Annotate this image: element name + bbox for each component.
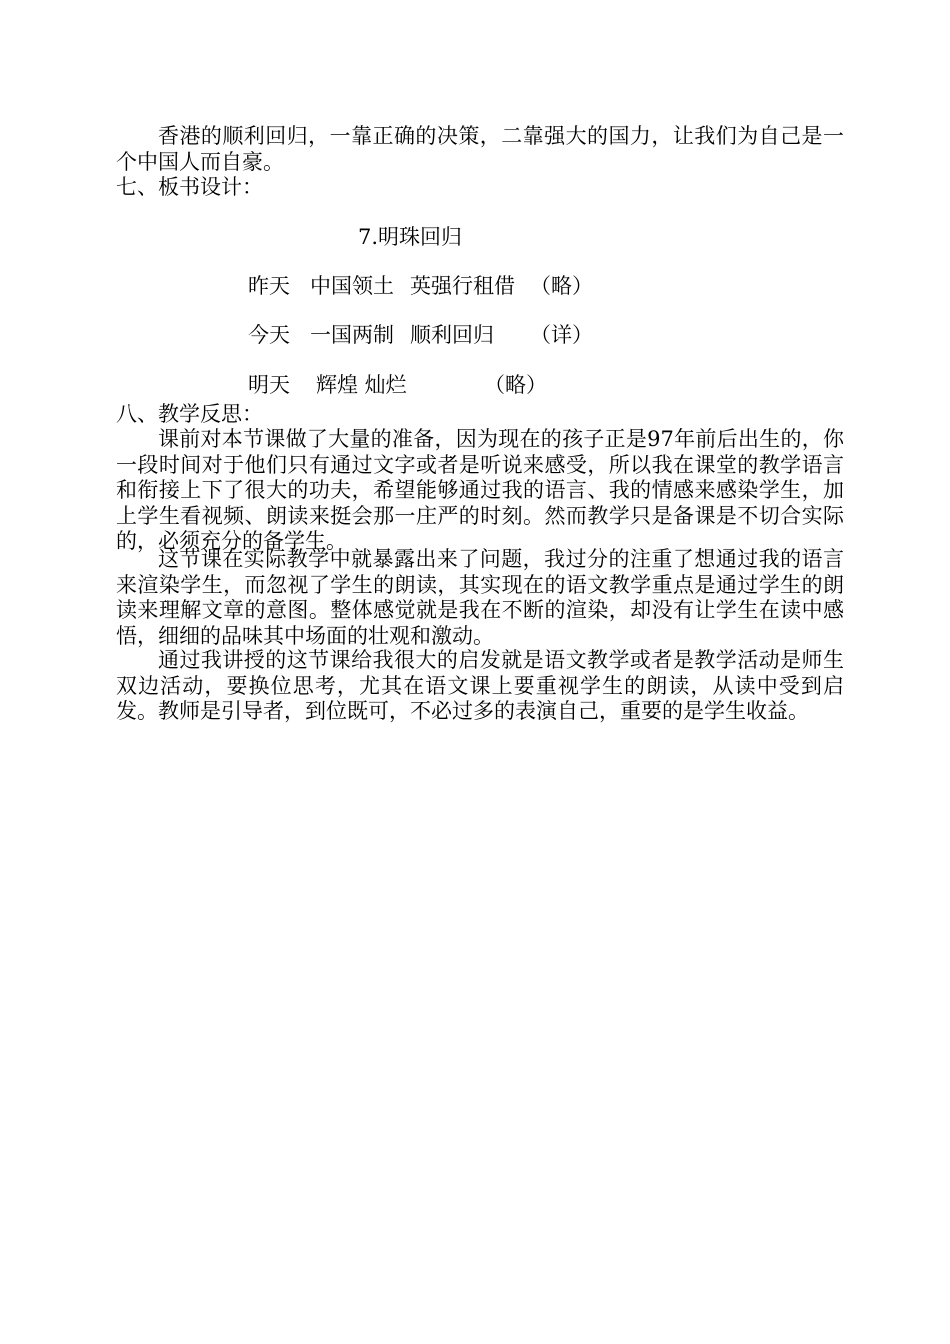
reflection-paragraph-1: 课前对本节课做了大量的准备，因为现在的孩子正是97年前后出生的，你一段时间对于他们只有通过文字或者是听说来感受，所以我在课堂的教学语言和衔接上下了很大的功夫，希望能够通过我的语言、我的情感来感染学生，加上学生看视频、朗读来挺会那一庄严的时刻。然而教学只是备课是不切合实际的，必须充分的备学生。 xyxy=(116,427,844,553)
opening-paragraph: 香港的顺利回归，一靠正确的决策，二靠强大的国力，让我们为自己是一个中国人而自豪。 xyxy=(116,124,844,174)
board-row-day: 今天 xyxy=(248,323,290,347)
reflection-paragraph-2: 这节课在实际教学中就暴露出来了问题，我过分的注重了想通过我的语言来渲染学生，而忽视了学生的朗读，其实现在的语文教学重点是通过学生的朗读来理解文章的意图。整体感觉就是我在不断的渲染，却没有让学生在读中感悟，细细的品味其中场面的壮观和激动。 xyxy=(116,547,844,648)
board-row-col2: 顺利回归 xyxy=(410,323,494,347)
board-row-col1: 辉煌 灿烂 xyxy=(316,373,407,397)
section-seven-heading: 七、板书设计： xyxy=(116,175,263,199)
section-eight-heading: 八、教学反思： xyxy=(116,402,263,426)
board-title: 7.明珠回归 xyxy=(358,225,463,249)
board-row-note: （详） xyxy=(530,323,593,347)
board-row-col1: 中国领土 xyxy=(310,274,394,298)
board-row-col2: 英强行租借 xyxy=(410,274,515,298)
reflection-paragraph-3: 通过我讲授的这节课给我很大的启发就是语文教学或者是教学活动是师生双边活动，要换位思考，尤其在语文课上要重视学生的朗读，从读中受到启发。教师是引导者，到位既可，不必过多的表演自己，重要的是学生收益。 xyxy=(116,648,844,723)
board-row-note: （略） xyxy=(484,373,547,397)
board-row-day: 昨天 xyxy=(248,274,290,298)
board-row-col1: 一国两制 xyxy=(310,323,394,347)
board-row-note: （略） xyxy=(530,274,593,298)
board-row-day: 明天 xyxy=(248,373,290,397)
